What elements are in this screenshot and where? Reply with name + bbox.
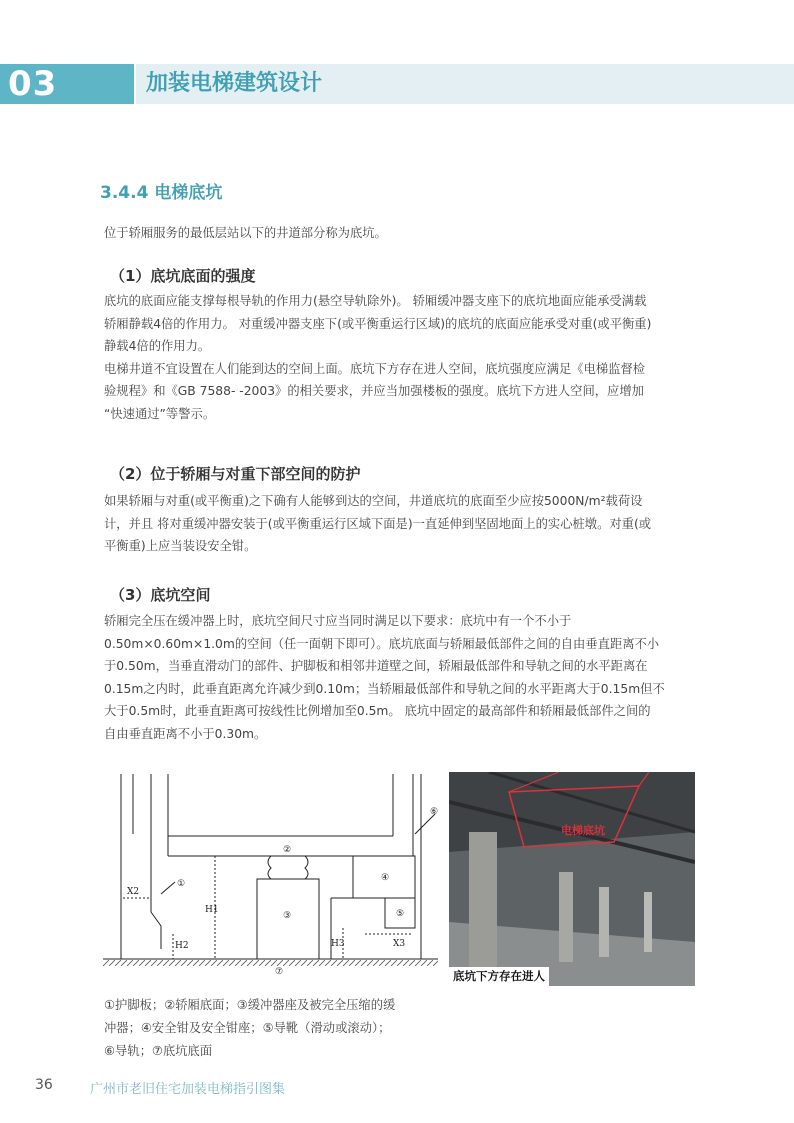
diagram-label-1: ① [177,879,186,889]
legend-line: ⑥导轨；⑦底坑底面 [104,1044,213,1058]
text-line: 计，并且 将对重缓冲器安装于(或平衡重运行区域下面是)一直延伸到坚固地面上的实心桩墩。对重(或 [104,516,652,531]
subsection-body-3 [104,610,704,745]
text-line: 电梯井道不宜设置在人们能到达的空间上面。底坑下方存在进人空间，底坑强度应满足《电梯监督检 [104,361,646,376]
diagram-label-h1: H1 [205,905,219,915]
diagram-legend [104,994,444,1063]
text-line: 0.50m×0.60m×1.0m的空间（任一面朝下即可）。底坑底面与轿厢最低部件之间的自由垂直距离不小 [104,636,660,651]
subsection-heading-2: （2）位于轿厢与对重下部空间的防护 [110,465,361,483]
section-intro: 位于轿厢服务的最低层站以下的井道部分称为底坑。 [104,226,387,240]
diagram-label-6: ⑥ [430,807,438,817]
photo-overlay-label: 电梯底坑 [561,824,605,837]
diagram-label-7: ⑦ [275,967,284,977]
pit-section-diagram [103,774,438,984]
subsection-heading-1: （1）底坑底面的强度 [110,267,256,285]
subsection-body-1 [104,290,704,425]
text-line: 大于0.5m时，此垂直距离可按线性比例增加至0.5m。 底坑中固定的最高部件和轿厢最低部件之间的 [104,704,651,718]
section-title: 3.4.4 电梯底坑 [100,183,223,203]
diagram-label-5: ⑤ [396,909,405,919]
diagram-label-3: ③ [283,911,292,921]
text-line: 验规程》和《GB 7588- -2003》的相关要求，并应当加强楼板的强度。底坑下方进人空间，应增加 [104,384,644,398]
text-line: 平衡重)上应当装设安全钳。 [104,539,257,553]
text-line: 静载4倍的作用力。 [104,339,211,353]
text-line: 底坑的底面应能支撑每根导轨的作用力(悬空导轨除外)。 轿厢缓冲器支座下的底坑地面应能承受满载 [104,294,647,308]
legend-line: ①护脚板；②轿厢底面；③缓冲器座及被完全压缩的缓 [104,998,396,1012]
diagram-label-h3: H3 [331,939,345,949]
page-number: 36 [35,1077,53,1093]
text-line: 轿厢静载4倍的作用力。 对重缓冲器支座下(或平衡重运行区域)的底坑的底面应能承受对重(或平衡重) [104,316,652,331]
parking-garage-image [449,772,695,986]
text-line: 轿厢完全压在缓冲器上时，底坑空间尺寸应当同时满足以下要求：底坑中有一个不小于 [104,614,572,628]
diagram-label-2: ② [283,845,292,855]
chapter-title: 加装电梯建筑设计 [146,71,323,96]
legend-line: 冲器；④安全钳及安全钳座；⑤导靴（滑动或滚动）； [104,1021,391,1035]
pit-photo [449,772,695,986]
chapter-number: 03 [0,64,134,104]
text-line: 自由垂直距离不小于0.30m。 [104,726,267,741]
text-line: “快速通过”等警示。 [104,406,216,421]
diagram-label-x2: X2 [127,887,140,897]
text-line: 0.15m之内时，此垂直距离允许减少到0.10m；当轿厢最低部件和导轨之间的水平距离大于0.15m但不 [104,681,665,696]
diagram-label-h2: H2 [175,941,189,951]
photo-caption: 底坑下方存在进人 [449,967,549,986]
subsection-heading-3: （3）底坑空间 [110,586,211,604]
book-title: 广州市老旧住宅加装电梯指引图集 [90,1082,286,1097]
diagram-label-x3: X3 [393,939,406,949]
subsection-body-2 [104,490,704,558]
text-line: 于0.50m，当垂直滑动门的部件、护脚板和相邻井道壁之间，轿厢最低部件和导轨之间的水平距离在 [104,659,648,673]
text-line: 如果轿厢与对重(或平衡重)之下确有人能够到达的空间，井道底坑的底面至少应按5000N/m²载荷设 [104,494,643,508]
diagram-label-4: ④ [381,873,390,883]
